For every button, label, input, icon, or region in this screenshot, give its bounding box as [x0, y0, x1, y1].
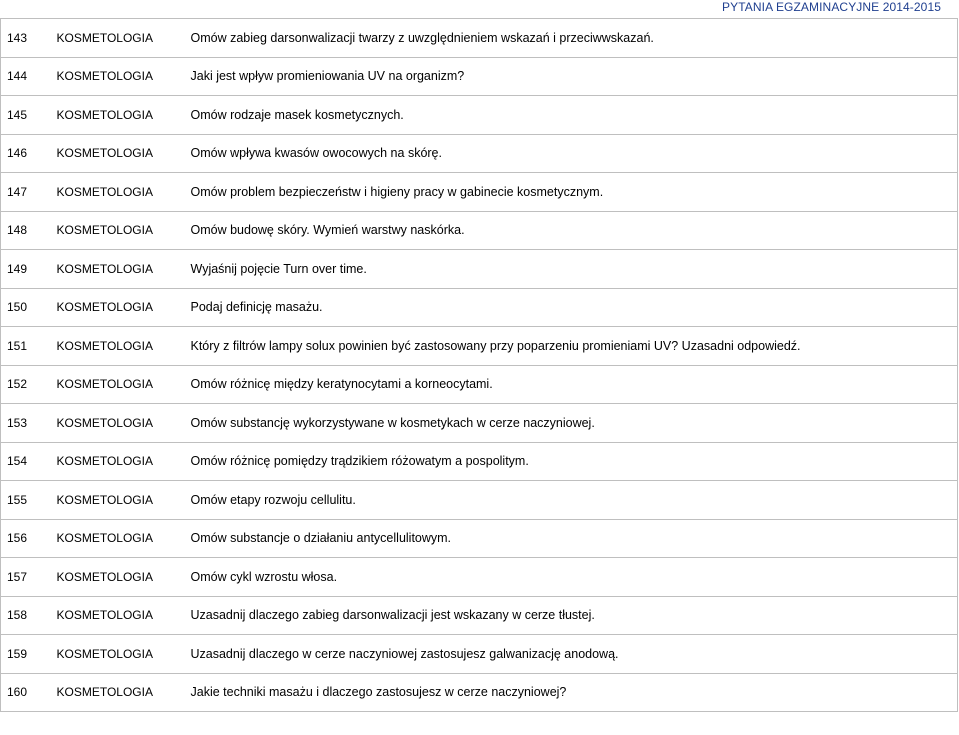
question-text: Jaki jest wpływ promieniowania UV na organizm? — [189, 57, 958, 96]
question-subject: KOSMETOLOGIA — [51, 596, 189, 635]
question-subject: KOSMETOLOGIA — [51, 19, 189, 58]
table-row — [1, 596, 958, 635]
table-row — [1, 96, 958, 135]
question-text: Omów problem bezpieczeństw i higieny pracy w gabinecie kosmetycznym. — [189, 173, 958, 212]
question-number: 160 — [1, 673, 51, 712]
question-text: Omów różnicę między keratynocytami a korneocytami. — [189, 365, 958, 404]
question-text: Uzasadnij dlaczego zabieg darsonwalizacji jest wskazany w cerze tłustej. — [189, 596, 958, 635]
table-row — [1, 250, 958, 289]
question-subject: KOSMETOLOGIA — [51, 250, 189, 289]
table-row — [1, 481, 958, 520]
question-text: Wyjaśnij pojęcie Turn over time. — [189, 250, 958, 289]
question-number: 155 — [1, 481, 51, 520]
question-subject: KOSMETOLOGIA — [51, 96, 189, 135]
question-text: Który z filtrów lampy solux powinien być zastosowany przy poparzeniu promieniami UV? Uzasadni odpowiedź. — [189, 327, 958, 366]
table-row — [1, 442, 958, 481]
question-number: 149 — [1, 250, 51, 289]
question-text: Omów rodzaje masek kosmetycznych. — [189, 96, 958, 135]
questions-table-body — [1, 19, 958, 712]
question-subject: KOSMETOLOGIA — [51, 404, 189, 443]
question-subject: KOSMETOLOGIA — [51, 288, 189, 327]
question-text: Podaj definicję masażu. — [189, 288, 958, 327]
question-text: Omów cykl wzrostu włosa. — [189, 558, 958, 597]
table-row — [1, 134, 958, 173]
question-subject: KOSMETOLOGIA — [51, 173, 189, 212]
question-text: Uzasadnij dlaczego w cerze naczyniowej zastosujesz galwanizację anodową. — [189, 635, 958, 674]
question-subject: KOSMETOLOGIA — [51, 442, 189, 481]
question-text: Omów substancję wykorzystywane w kosmetykach w cerze naczyniowej. — [189, 404, 958, 443]
page-header-title: PYTANIA EGZAMINACYJNE 2014-2015 — [722, 0, 941, 14]
question-text: Omów wpływa kwasów owocowych na skórę. — [189, 134, 958, 173]
question-number: 150 — [1, 288, 51, 327]
question-text: Omów substancje o działaniu antycellulitowym. — [189, 519, 958, 558]
table-row — [1, 173, 958, 212]
table-row — [1, 673, 958, 712]
question-number: 153 — [1, 404, 51, 443]
question-text: Omów budowę skóry. Wymień warstwy naskórka. — [189, 211, 958, 250]
question-number: 148 — [1, 211, 51, 250]
question-text: Omów różnicę pomiędzy trądzikiem różowatym a pospolitym. — [189, 442, 958, 481]
table-row — [1, 558, 958, 597]
question-text: Omów zabieg darsonwalizacji twarzy z uwzględnieniem wskazań i przeciwwskazań. — [189, 19, 958, 58]
question-number: 145 — [1, 96, 51, 135]
question-subject: KOSMETOLOGIA — [51, 134, 189, 173]
question-subject: KOSMETOLOGIA — [51, 635, 189, 674]
question-subject: KOSMETOLOGIA — [51, 519, 189, 558]
question-subject: KOSMETOLOGIA — [51, 365, 189, 404]
question-number: 158 — [1, 596, 51, 635]
table-row — [1, 57, 958, 96]
question-subject: KOSMETOLOGIA — [51, 673, 189, 712]
question-subject: KOSMETOLOGIA — [51, 481, 189, 520]
question-number: 154 — [1, 442, 51, 481]
question-number: 159 — [1, 635, 51, 674]
table-row — [1, 404, 958, 443]
question-number: 143 — [1, 19, 51, 58]
question-number: 144 — [1, 57, 51, 96]
question-subject: KOSMETOLOGIA — [51, 211, 189, 250]
question-text: Omów etapy rozwoju cellulitu. — [189, 481, 958, 520]
question-subject: KOSMETOLOGIA — [51, 558, 189, 597]
table-row — [1, 288, 958, 327]
question-number: 146 — [1, 134, 51, 173]
question-number: 152 — [1, 365, 51, 404]
question-number: 157 — [1, 558, 51, 597]
question-subject: KOSMETOLOGIA — [51, 327, 189, 366]
table-row — [1, 327, 958, 366]
table-row — [1, 365, 958, 404]
table-row — [1, 19, 958, 58]
question-text: Jakie techniki masażu i dlaczego zastosujesz w cerze naczyniowej? — [189, 673, 958, 712]
table-row — [1, 211, 958, 250]
table-row — [1, 635, 958, 674]
question-number: 151 — [1, 327, 51, 366]
question-number: 156 — [1, 519, 51, 558]
table-row — [1, 519, 958, 558]
questions-table — [0, 18, 958, 712]
question-number: 147 — [1, 173, 51, 212]
question-subject: KOSMETOLOGIA — [51, 57, 189, 96]
